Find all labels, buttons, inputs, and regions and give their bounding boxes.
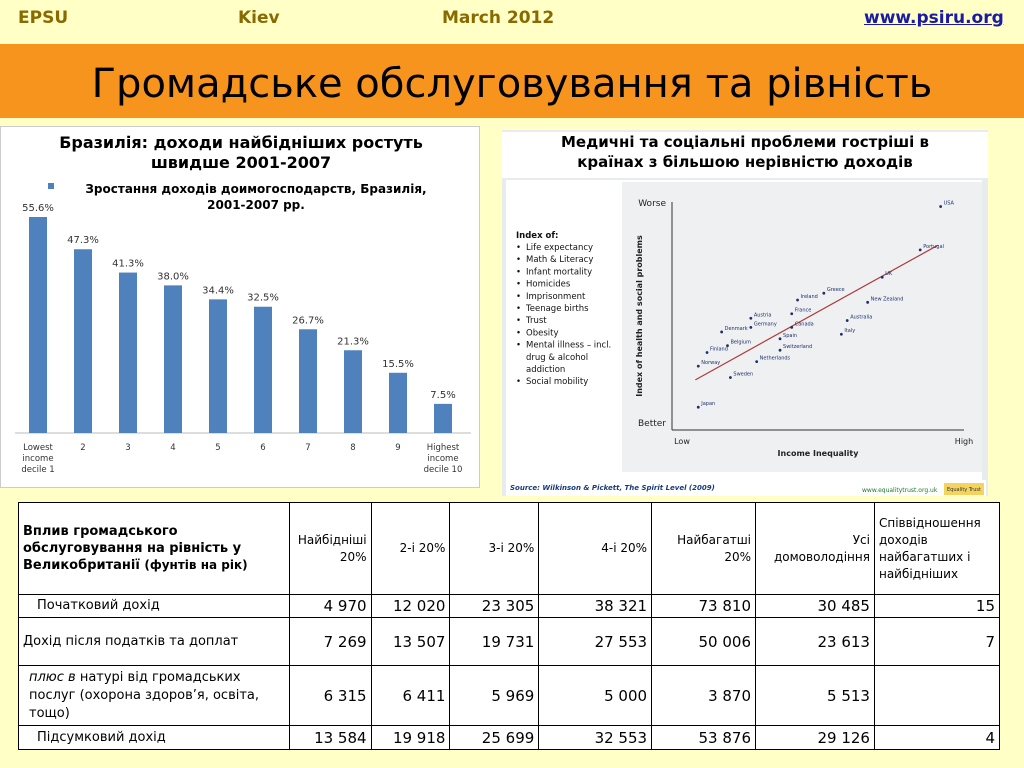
point-label: USA bbox=[943, 200, 954, 207]
scatter-point bbox=[706, 351, 709, 354]
scatter-point bbox=[749, 326, 752, 329]
inequality-scatter-chart bbox=[502, 130, 988, 496]
bar bbox=[344, 350, 362, 433]
credit-label: www.equalitytrust.org.uk bbox=[862, 487, 938, 494]
org-label: EPSU bbox=[18, 8, 69, 28]
index-item: Mental illness – incl. bbox=[526, 340, 612, 351]
table-cell: 5 513 bbox=[756, 666, 875, 726]
date-label: March 2012 bbox=[442, 8, 555, 28]
table-cell: 23 305 bbox=[450, 595, 539, 618]
point-label: Netherlands bbox=[759, 355, 791, 362]
bar bbox=[74, 249, 92, 433]
scatter-point bbox=[846, 319, 849, 322]
table-column-header: 2-і 20% bbox=[371, 503, 450, 595]
scatter-point bbox=[840, 333, 843, 336]
point-label: Belgium bbox=[730, 339, 751, 346]
index-bullet: • bbox=[516, 316, 522, 327]
table-cell: 5 000 bbox=[539, 666, 652, 726]
bar-value-label: 32.5% bbox=[247, 292, 279, 304]
index-bullet: • bbox=[516, 340, 522, 351]
table-row-label: Дохід після податків та доплат bbox=[19, 618, 290, 666]
bar bbox=[164, 285, 182, 433]
bar bbox=[254, 307, 272, 433]
bar-value-label: 55.6% bbox=[22, 203, 54, 214]
table-row bbox=[19, 666, 1000, 726]
table-cell: 3 870 bbox=[652, 666, 756, 726]
table-row-label-emphasis: плюс в bbox=[29, 669, 80, 685]
bar-value-label: 47.3% bbox=[67, 235, 99, 247]
point-label: UK bbox=[885, 271, 893, 278]
table-cell: 15 bbox=[874, 595, 999, 618]
x-tick-label: High bbox=[954, 437, 974, 446]
index-bullet: • bbox=[516, 267, 522, 278]
table-column-header: Найбідніші 20% bbox=[289, 503, 371, 595]
index-item: Obesity bbox=[526, 328, 559, 339]
x-axis-title: Income Inequality bbox=[777, 449, 859, 458]
scatter-point bbox=[779, 349, 782, 352]
index-item: Infant mortality bbox=[526, 267, 593, 278]
index-item: Teenage births bbox=[526, 304, 589, 314]
table-cell: 29 126 bbox=[756, 726, 875, 750]
table-column-header: Усі домоволодіння bbox=[756, 503, 875, 595]
scatter-chart-title-line1: Медичні та соціальні проблеми гостріші в bbox=[561, 133, 929, 151]
table-cell: 4 bbox=[874, 726, 999, 750]
x-tick-label: 3 bbox=[125, 443, 131, 453]
bar-chart-subtitle-line2: 2001-2007 рр. bbox=[207, 198, 305, 212]
point-label: Germany bbox=[753, 321, 777, 328]
index-item: drug & alcohol bbox=[526, 352, 589, 363]
legend-swatch bbox=[48, 183, 54, 189]
x-tick-label: Lowest bbox=[23, 443, 53, 453]
scatter-point bbox=[749, 317, 752, 320]
scatter-point bbox=[796, 299, 799, 302]
scatter-chart-title bbox=[502, 132, 988, 178]
x-tick-label: 8 bbox=[350, 443, 356, 453]
index-bullet: • bbox=[516, 328, 522, 339]
index-item: Social mobility bbox=[526, 377, 589, 388]
table-cell: 7 bbox=[874, 618, 999, 666]
x-tick-label: 6 bbox=[260, 443, 266, 453]
x-tick-label: income bbox=[427, 454, 459, 464]
bar bbox=[209, 299, 227, 433]
top-bar bbox=[0, 0, 1024, 44]
bar bbox=[434, 404, 452, 433]
index-title: Index of: bbox=[516, 231, 559, 241]
table-cell: 19 918 bbox=[371, 726, 450, 750]
table-row bbox=[19, 726, 1000, 750]
title-bar bbox=[0, 44, 1024, 118]
bar bbox=[29, 217, 47, 433]
scatter-point bbox=[790, 326, 793, 329]
index-item: Math & Literacy bbox=[526, 255, 594, 266]
bar-value-label: 26.7% bbox=[292, 315, 324, 327]
table-cell bbox=[874, 666, 999, 726]
table-column-header: Співвідношення доходів найбагатших і найбідніших bbox=[874, 503, 999, 595]
index-bullet: • bbox=[516, 279, 522, 290]
table-cell: 5 969 bbox=[450, 666, 539, 726]
x-tick-label: 9 bbox=[395, 443, 401, 453]
index-item: addiction bbox=[526, 365, 566, 375]
scatter-point bbox=[866, 301, 869, 304]
table-cell: 19 731 bbox=[450, 618, 539, 666]
table-row bbox=[19, 595, 1000, 618]
brazil-bar-chart bbox=[0, 126, 480, 488]
table-header-row bbox=[19, 503, 1000, 595]
source-label: Source: Wilkinson & Pickett, The Spirit Level (2009) bbox=[510, 484, 715, 492]
y-tick-label: Better bbox=[637, 419, 666, 429]
scatter-point bbox=[779, 337, 782, 340]
scatter-chart-title-line2: країнах з більшою нерівністю доходів bbox=[577, 153, 913, 171]
point-label: France bbox=[794, 307, 812, 314]
bar-value-label: 7.5% bbox=[430, 389, 456, 401]
bar-value-label: 38.0% bbox=[157, 271, 189, 283]
index-bullet: • bbox=[516, 377, 522, 388]
point-label: Sweden bbox=[733, 371, 754, 378]
point-label: Switzerland bbox=[783, 344, 813, 351]
table-cell: 12 020 bbox=[371, 595, 450, 618]
table-header-label bbox=[19, 503, 290, 595]
table-header-label-bold: Вплив громадського обслуговування на рівність у Великобританії bbox=[23, 524, 242, 573]
table-cell: 4 970 bbox=[289, 595, 371, 618]
point-label: Italy bbox=[844, 328, 856, 335]
table-cell: 73 810 bbox=[652, 595, 756, 618]
point-label: Spain bbox=[783, 332, 798, 339]
x-tick-label: 7 bbox=[305, 443, 311, 453]
slide-title: Громадське обслуговування та рівність bbox=[91, 61, 933, 107]
y-tick-label: Worse bbox=[638, 199, 666, 209]
table-cell: 25 699 bbox=[450, 726, 539, 750]
bar-chart-title bbox=[21, 133, 461, 173]
table-header-label-unit: (фунтів на рік) bbox=[144, 558, 248, 572]
index-bullet: • bbox=[516, 255, 522, 266]
index-bullet: • bbox=[516, 291, 522, 302]
table-cell: 27 553 bbox=[539, 618, 652, 666]
bar-value-label: 41.3% bbox=[112, 258, 144, 270]
table-cell: 30 485 bbox=[756, 595, 875, 618]
table-row-label: Підсумковий дохід bbox=[19, 726, 290, 750]
index-item: Life expectancy bbox=[526, 243, 594, 253]
table-cell: 32 553 bbox=[539, 726, 652, 750]
bar-chart-subtitle-line1: Зростання доходів доимогосподарств, Бразилія, bbox=[85, 182, 427, 196]
x-tick-label: Low bbox=[674, 437, 690, 446]
point-label: Portugal bbox=[923, 243, 944, 250]
x-tick-label: 4 bbox=[170, 443, 176, 453]
table-cell: 50 006 bbox=[652, 618, 756, 666]
x-tick-label: income bbox=[22, 454, 54, 464]
city-label: Kiev bbox=[238, 8, 280, 28]
income-table bbox=[18, 502, 1000, 750]
scatter-point bbox=[720, 331, 723, 334]
scatter-point bbox=[755, 360, 758, 363]
table-row-label: плюс в натурі від громадських послуг (охорона здоров’я, освіта, тощо) bbox=[19, 666, 290, 726]
index-bullet: • bbox=[516, 243, 522, 253]
x-tick-label: 2 bbox=[80, 443, 86, 453]
point-label: Ireland bbox=[800, 294, 818, 301]
point-label: Greece bbox=[826, 287, 845, 294]
scatter-point bbox=[790, 312, 793, 315]
table-column-header: 4-і 20% bbox=[539, 503, 652, 595]
bar bbox=[119, 273, 137, 433]
index-item: Homicides bbox=[526, 279, 571, 290]
table-cell: 13 507 bbox=[371, 618, 450, 666]
index-bullet: • bbox=[516, 304, 522, 314]
logo-label: Equality Trust bbox=[947, 487, 981, 493]
point-label: Austria bbox=[753, 312, 772, 319]
point-label: Japan bbox=[701, 401, 716, 408]
bar-chart-title-line2: швидше 2001-2007 bbox=[150, 153, 332, 172]
scatter-chart-svg bbox=[502, 130, 988, 496]
table-cell: 7 269 bbox=[289, 618, 371, 666]
scatter-point bbox=[697, 406, 700, 409]
table-cell: 38 321 bbox=[539, 595, 652, 618]
point-label: Norway bbox=[701, 360, 721, 367]
x-tick-label: decile 1 bbox=[21, 465, 55, 475]
point-label: Australia bbox=[850, 314, 873, 321]
scatter-point bbox=[939, 205, 942, 208]
point-label: Finland bbox=[710, 346, 728, 353]
bar-chart-subtitle bbox=[81, 181, 431, 213]
index-item: Imprisonment bbox=[526, 291, 586, 302]
url-link[interactable]: www.psiru.org bbox=[864, 8, 1004, 28]
x-tick-label: 5 bbox=[215, 443, 221, 453]
bar-value-label: 21.3% bbox=[337, 336, 369, 348]
scatter-point bbox=[881, 276, 884, 279]
scatter-point bbox=[697, 365, 700, 368]
x-tick-label: decile 10 bbox=[423, 465, 463, 475]
table-row bbox=[19, 618, 1000, 666]
x-tick-label: Highest bbox=[426, 443, 460, 453]
table-cell: 6 315 bbox=[289, 666, 371, 726]
scatter-point bbox=[919, 248, 922, 251]
bar-chart-title-line1: Бразилія: доходи найбідніших ростуть bbox=[59, 133, 423, 152]
scatter-point bbox=[729, 376, 732, 379]
table-row-label: Початковий дохід bbox=[19, 595, 290, 618]
bar-value-label: 34.4% bbox=[202, 285, 234, 297]
y-axis-title: Index of health and social problems bbox=[635, 235, 644, 397]
bar-value-label: 15.5% bbox=[382, 358, 414, 370]
bar bbox=[389, 373, 407, 433]
table-cell: 53 876 bbox=[652, 726, 756, 750]
table-column-header: Найбагатші 20% bbox=[652, 503, 756, 595]
scatter-point bbox=[822, 292, 825, 295]
index-item: Trust bbox=[526, 316, 547, 327]
table-cell: 6 411 bbox=[371, 666, 450, 726]
table-column-header: 3-і 20% bbox=[450, 503, 539, 595]
point-label: New Zealand bbox=[870, 296, 904, 303]
point-label: Denmark bbox=[724, 325, 748, 332]
point-label: Canada bbox=[794, 321, 814, 328]
bar bbox=[299, 329, 317, 433]
table-cell: 13 584 bbox=[289, 726, 371, 750]
table-cell: 23 613 bbox=[756, 618, 875, 666]
